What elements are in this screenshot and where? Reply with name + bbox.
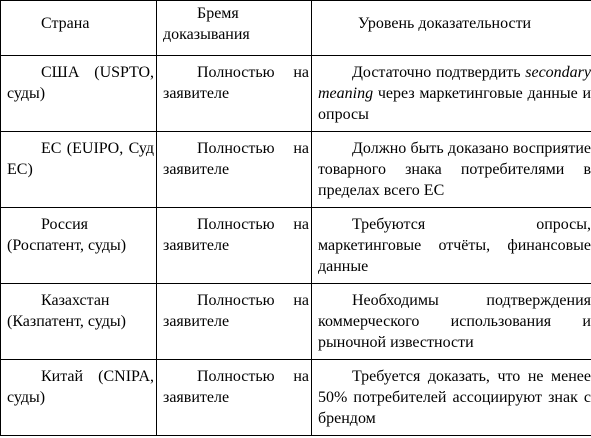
header-burden: Бремя доказывания (157, 1, 312, 56)
table-row (1, 56, 591, 132)
table-row (1, 360, 591, 436)
level-text: Достаточно подтвердить (352, 64, 526, 81)
burden-cell: Полностью на заявителе (157, 132, 312, 208)
level-term: secondary meaning (318, 64, 591, 102)
country-cell: Китай (CNIPA, суды) (1, 360, 157, 436)
table-row (1, 132, 591, 208)
header-row (1, 1, 591, 56)
country-cell: Россия (Роспатент, суды) (1, 208, 157, 284)
level-cell (312, 284, 591, 360)
level-cell (312, 208, 591, 284)
level-text: Необходимы подтверждения коммерческого использования и рыночной известности (318, 292, 591, 351)
header-level: Уровень доказательности (312, 1, 591, 56)
table-row (1, 284, 591, 360)
country-cell: ЕС (EUIPO, Суд ЕС) (1, 132, 157, 208)
burden-cell: Полностью на заявителе (157, 56, 312, 132)
level-text-tail: через маркетинговые данные и опросы (318, 85, 591, 123)
burden-cell: Полностью на заявителе (157, 360, 312, 436)
country-cell: Казахстан (Казпатент, суды) (1, 284, 157, 360)
level-cell (312, 360, 591, 436)
level-text: Требуется доказать, что не менее 50% потребителей ассоциируют знак с брендом (318, 368, 591, 427)
level-text: Должно быть доказано восприятие товарного знака потребителями в пределах всего ЕС (318, 140, 591, 199)
level-text: Требуются опросы, маркетинговые отчёты, финансовые данные (318, 216, 591, 275)
header-country: Страна (1, 1, 157, 56)
burden-cell: Полностью на заявителе (157, 284, 312, 360)
level-cell (312, 132, 591, 208)
level-cell (312, 56, 591, 132)
burden-cell: Полностью на заявителе (157, 208, 312, 284)
country-cell: США (USPTO, суды) (1, 56, 157, 132)
table-row (1, 208, 591, 284)
